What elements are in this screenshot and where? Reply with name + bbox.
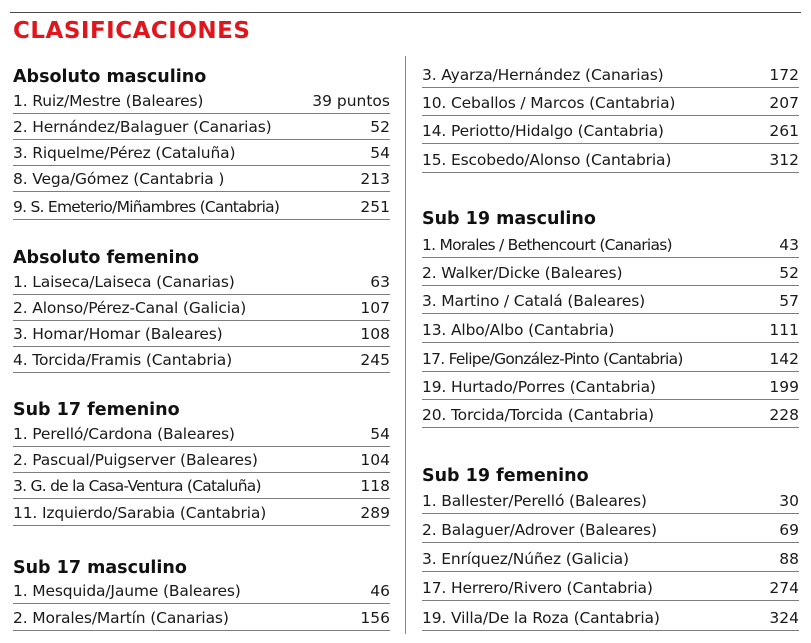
table-row: [422, 374, 799, 400]
row-points: 324: [769, 609, 799, 627]
table-row: [422, 62, 799, 88]
table-row: [13, 421, 390, 447]
table-row: [422, 288, 799, 314]
table-row: [422, 317, 799, 343]
row-name: 1. Ruiz/Mestre (Baleares): [13, 92, 204, 110]
table-row: [422, 232, 799, 258]
table-row: [422, 402, 799, 428]
row-points: 172: [769, 66, 799, 84]
row-points: 88: [779, 550, 799, 568]
row-name: 2. Balaguer/Adrover (Baleares): [422, 521, 657, 539]
table-row: [422, 346, 799, 372]
row-points: 228: [769, 406, 799, 424]
row-points: 43: [779, 236, 799, 254]
table-row: [13, 166, 390, 192]
row-name: 2. Morales/Martín (Canarias): [13, 609, 229, 627]
row-points: 54: [370, 425, 390, 443]
row-name: 9. S. Emeterio/Miñambres (Cantabria): [13, 198, 280, 216]
table-row: [422, 605, 799, 631]
section-heading-absoluto-masculino: Absoluto masculino: [13, 67, 207, 87]
table-row: [422, 575, 799, 601]
page-title: CLASIFICACIONES: [13, 18, 251, 44]
section-heading-sub19-femenino: Sub 19 femenino: [422, 466, 589, 486]
row-name: 3. Ayarza/Hernández (Canarias): [422, 66, 664, 84]
row-points: 69: [779, 521, 799, 539]
row-points: 118: [360, 477, 390, 495]
row-points: 261: [769, 122, 799, 140]
row-name: 3. Martino / Catalá (Baleares): [422, 292, 646, 310]
row-points: 39 puntos: [312, 92, 390, 110]
section-heading-sub19-masculino: Sub 19 masculino: [422, 209, 596, 229]
section-heading-sub17-femenino: Sub 17 femenino: [13, 400, 180, 420]
table-row: [422, 90, 799, 116]
row-name: 13. Albo/Albo (Cantabria): [422, 321, 615, 339]
row-points: 274: [769, 579, 799, 597]
row-points: 142: [769, 350, 799, 368]
row-name: 11. Izquierdo/Sarabia (Cantabria): [13, 504, 267, 522]
table-row: [422, 260, 799, 286]
row-name: 3. Riquelme/Pérez (Cataluña): [13, 144, 236, 162]
table-row: [422, 488, 799, 514]
table-row: [13, 321, 390, 347]
row-points: 52: [370, 118, 390, 136]
row-points: 245: [360, 351, 390, 369]
row-name: 2. Walker/Dicke (Baleares): [422, 264, 623, 282]
row-name: 3. Homar/Homar (Baleares): [13, 325, 223, 343]
row-points: 54: [370, 144, 390, 162]
row-name: 20. Torcida/Torcida (Cantabria): [422, 406, 654, 424]
row-points: 251: [360, 198, 390, 216]
row-points: 289: [360, 504, 390, 522]
table-row: [13, 140, 390, 166]
table-row: [13, 269, 390, 295]
row-name: 17. Felipe/González-Pinto (Cantabria): [422, 350, 683, 368]
row-name: 14. Periotto/Hidalgo (Cantabria): [422, 122, 664, 140]
row-points: 207: [769, 94, 799, 112]
row-name: 19. Villa/De la Roza (Cantabria): [422, 609, 660, 627]
row-name: 1. Morales / Bethencourt (Canarias): [422, 236, 672, 254]
row-name: 1. Perelló/Cardona (Baleares): [13, 425, 235, 443]
row-name: 2. Hernández/Balaguer (Canarias): [13, 118, 272, 136]
table-row: [422, 118, 799, 144]
row-name: 10. Ceballos / Marcos (Cantabria): [422, 94, 676, 112]
row-points: 107: [360, 299, 390, 317]
table-row: [13, 88, 390, 114]
row-points: 312: [769, 151, 799, 169]
row-name: 1. Ballester/Perelló (Baleares): [422, 492, 647, 510]
row-points: 52: [779, 264, 799, 282]
table-row: [13, 194, 390, 220]
row-name: 19. Hurtado/Porres (Cantabria): [422, 378, 656, 396]
row-points: 111: [769, 321, 799, 339]
row-name: 2. Pascual/Puigserver (Baleares): [13, 451, 258, 469]
row-name: 15. Escobedo/Alonso (Cantabria): [422, 151, 672, 169]
row-points: 30: [779, 492, 799, 510]
row-points: 104: [360, 451, 390, 469]
row-name: 3. G. de la Casa-Ventura (Cataluña): [13, 477, 261, 495]
table-row: [422, 546, 799, 572]
table-row: [13, 500, 390, 526]
row-points: 213: [360, 170, 390, 188]
row-points: 46: [370, 582, 390, 600]
table-row: [13, 114, 390, 140]
row-points: 108: [360, 325, 390, 343]
row-points: 156: [360, 609, 390, 627]
section-heading-absoluto-femenino: Absoluto femenino: [13, 248, 199, 268]
table-row: [422, 147, 799, 173]
top-rule: [10, 12, 801, 13]
table-row: [422, 517, 799, 543]
row-name: 2. Alonso/Pérez-Canal (Galicia): [13, 299, 247, 317]
row-name: 4. Torcida/Framis (Cantabria): [13, 351, 233, 369]
table-row: [13, 447, 390, 473]
row-points: 63: [370, 273, 390, 291]
row-name: 17. Herrero/Rivero (Cantabria): [422, 579, 653, 597]
table-row: [13, 605, 390, 631]
row-name: 1. Laiseca/Laiseca (Canarias): [13, 273, 235, 291]
row-name: 8. Vega/Gómez (Cantabria ): [13, 170, 225, 188]
row-name: 3. Enríquez/Núñez (Galicia): [422, 550, 629, 568]
column-divider: [405, 56, 406, 634]
row-name: 1. Mesquida/Jaume (Baleares): [13, 582, 241, 600]
row-points: 199: [769, 378, 799, 396]
table-row: [13, 347, 390, 373]
table-row: [13, 295, 390, 321]
section-heading-sub17-masculino: Sub 17 masculino: [13, 558, 187, 578]
table-row: [13, 578, 390, 604]
table-row: [13, 473, 390, 499]
row-points: 57: [779, 292, 799, 310]
